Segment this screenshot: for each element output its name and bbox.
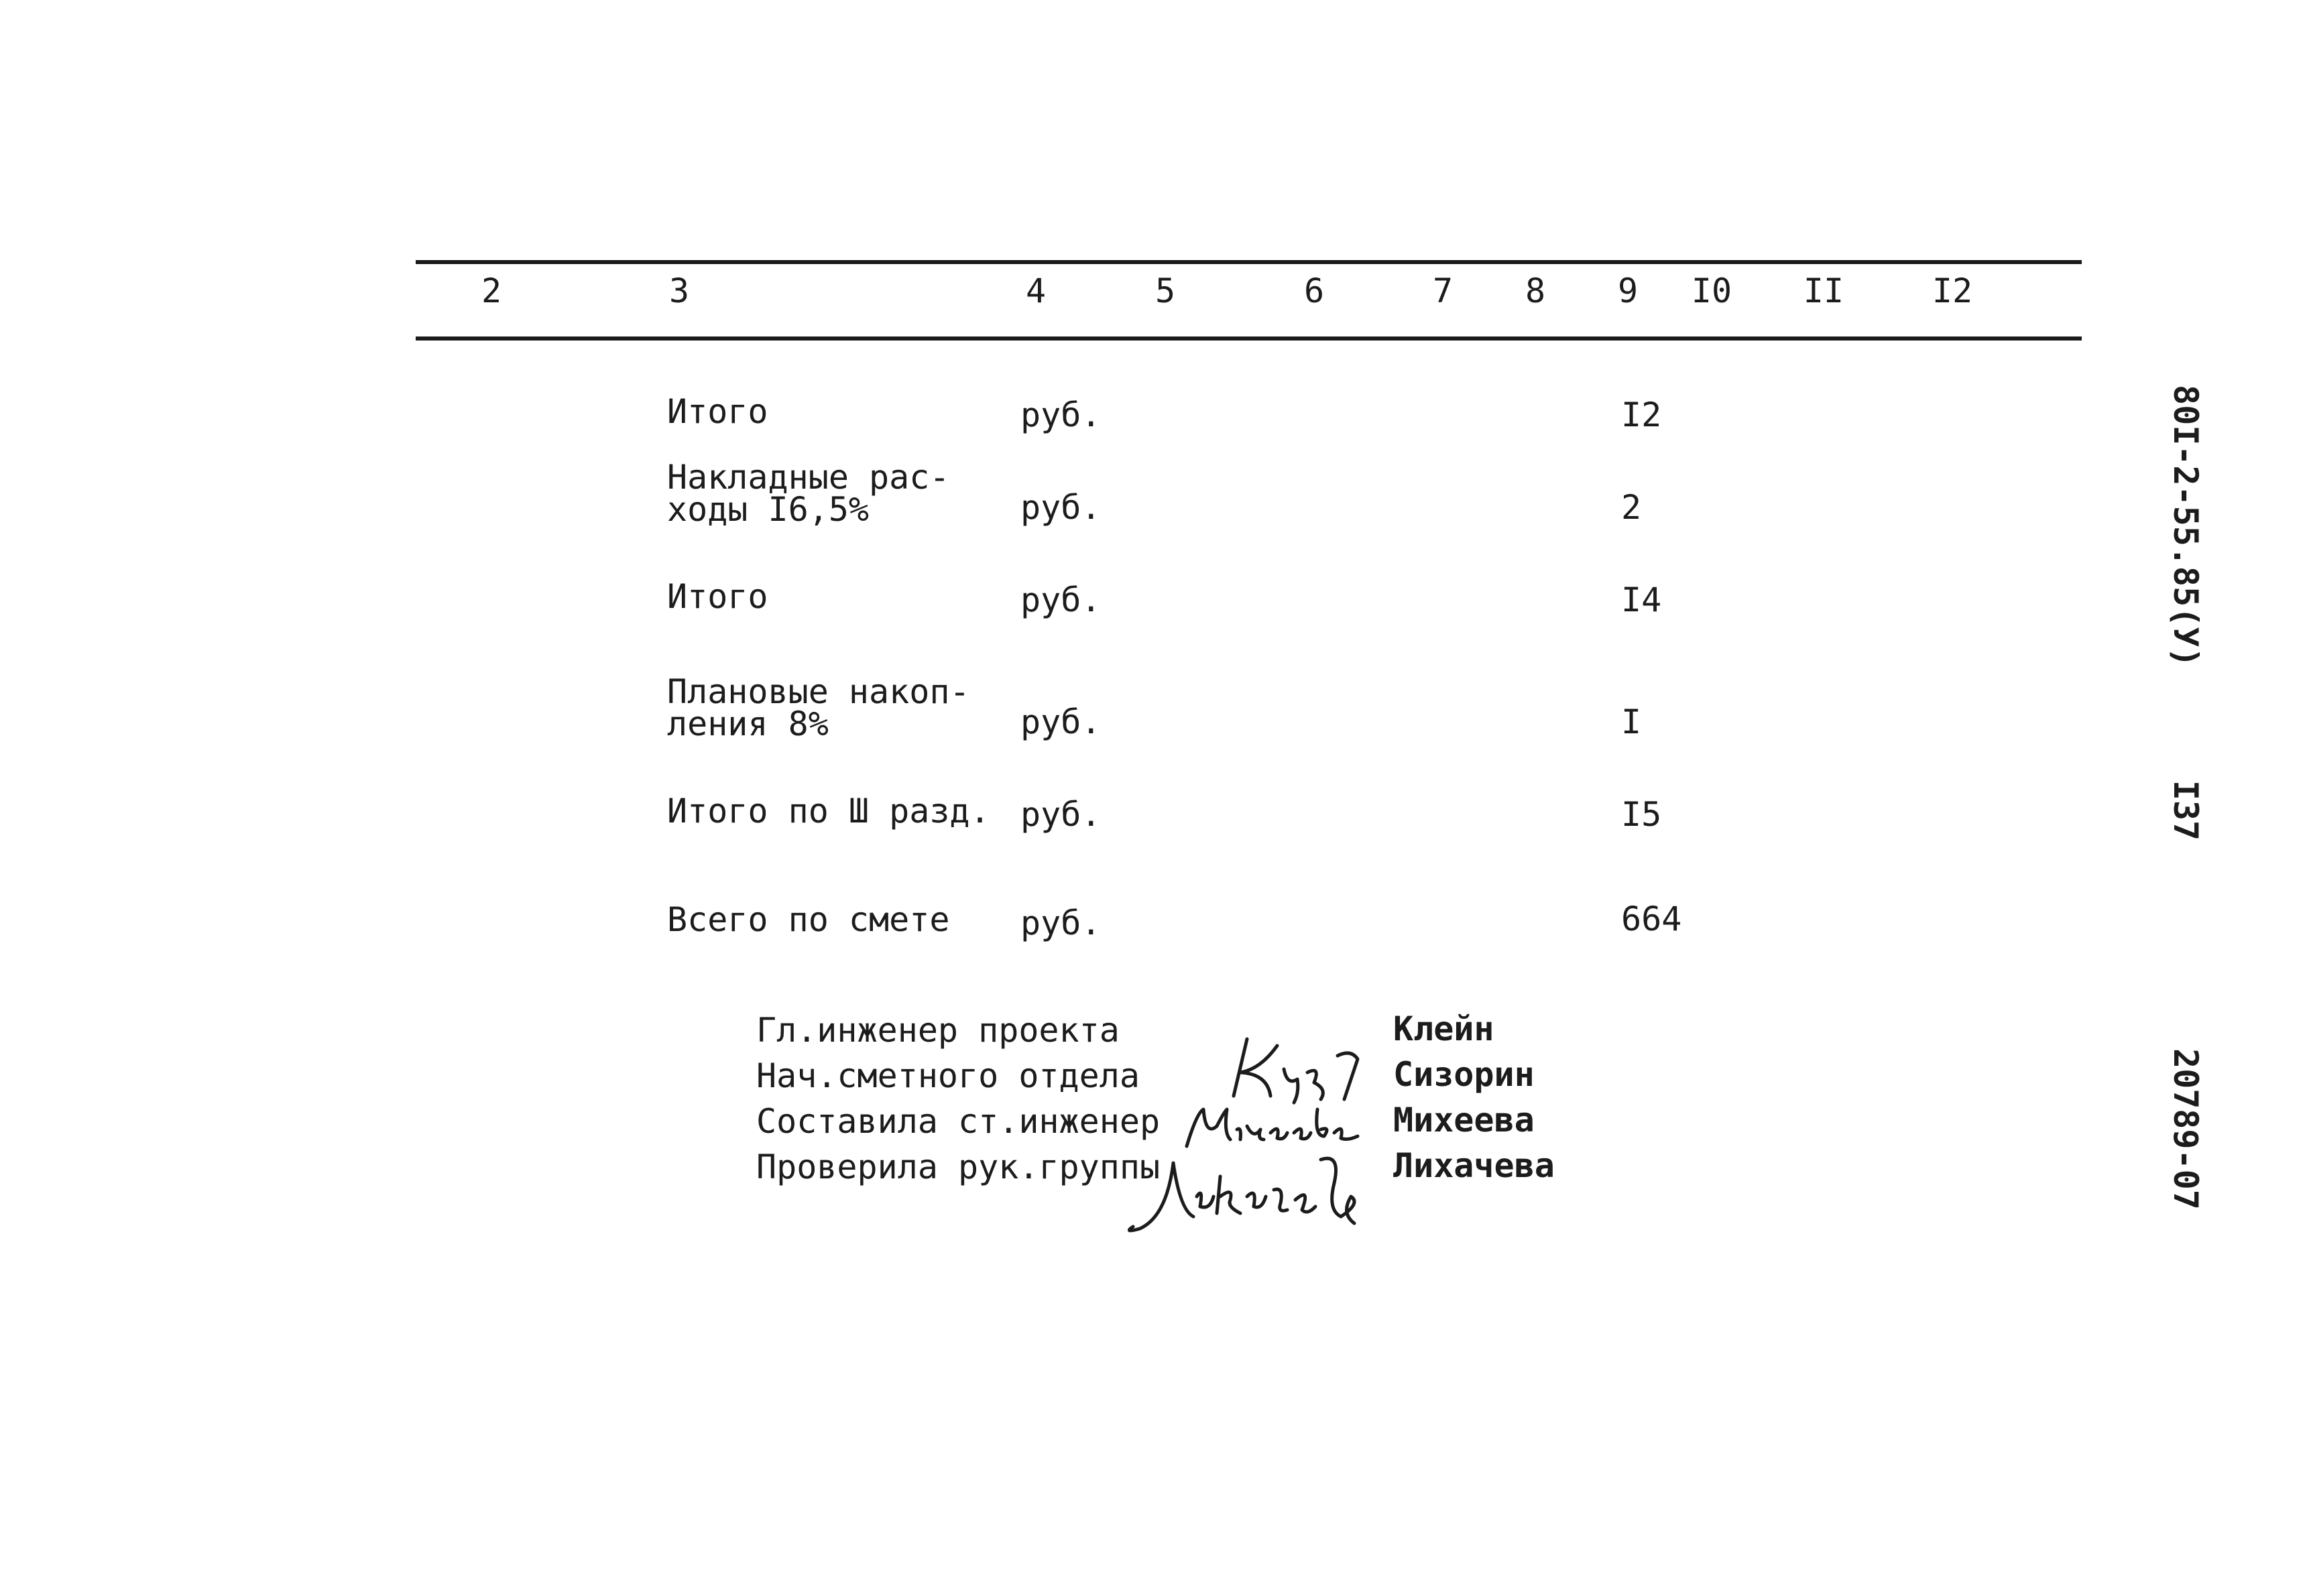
signature-title: Нач.сметного отдела: [756, 1056, 1140, 1095]
signature-title: Проверила рук.группы: [756, 1148, 1161, 1186]
handwritten-signature: [1180, 1099, 1361, 1153]
column-number: I0: [1691, 271, 1732, 310]
header-bottom-rule: [416, 336, 2082, 341]
row-value: I4: [1621, 580, 1662, 619]
row-label: Накладные рас- ходы I6,5%: [667, 458, 950, 529]
row-unit: руб.: [1020, 395, 1102, 434]
handwritten-signature: [1120, 1150, 1374, 1237]
row-unit: руб.: [1020, 488, 1102, 527]
column-number: I2: [1932, 271, 1973, 310]
document-code: 80I-2-55.85(У): [2166, 385, 2205, 668]
column-number: 2: [481, 271, 502, 310]
row-unit: руб.: [1020, 702, 1102, 741]
column-number: 6: [1303, 271, 1325, 310]
row-unit: руб.: [1020, 904, 1102, 942]
page-number: I37: [2166, 780, 2205, 841]
row-value: I: [1621, 702, 1642, 741]
signature-name: Лихачева: [1393, 1146, 1555, 1185]
column-number: 8: [1525, 271, 1546, 310]
signature-name: Клейн: [1393, 1009, 1494, 1048]
row-value: 664: [1621, 900, 1682, 938]
signature-title: Гл.инженер проекта: [756, 1011, 1120, 1050]
row-unit: руб.: [1020, 795, 1102, 834]
signature-name: Михеева: [1393, 1101, 1535, 1140]
column-number: 4: [1025, 271, 1047, 310]
column-number: 7: [1432, 271, 1454, 310]
handwritten-signature: [1220, 1032, 1368, 1106]
signature-name: Сизорин: [1393, 1055, 1535, 1094]
column-number: II: [1803, 271, 1844, 310]
signature-title: Составила ст.инженер: [756, 1102, 1161, 1141]
row-label: Итого по Ш разд.: [667, 792, 990, 831]
row-label: Итого: [667, 392, 768, 431]
column-number: 9: [1617, 271, 1639, 310]
row-value: I2: [1621, 395, 1662, 434]
row-value: 2: [1621, 488, 1642, 527]
row-label: Всего по смете: [667, 900, 950, 939]
archive-number: 20789-07: [2166, 1048, 2205, 1210]
column-number: 3: [668, 271, 690, 310]
row-label: Плановые накоп- ления 8%: [667, 672, 970, 743]
row-value: I5: [1621, 795, 1662, 834]
column-number: 5: [1155, 271, 1176, 310]
header-top-rule: [416, 260, 2082, 264]
row-unit: руб.: [1020, 580, 1102, 619]
row-label: Итого: [667, 577, 768, 616]
